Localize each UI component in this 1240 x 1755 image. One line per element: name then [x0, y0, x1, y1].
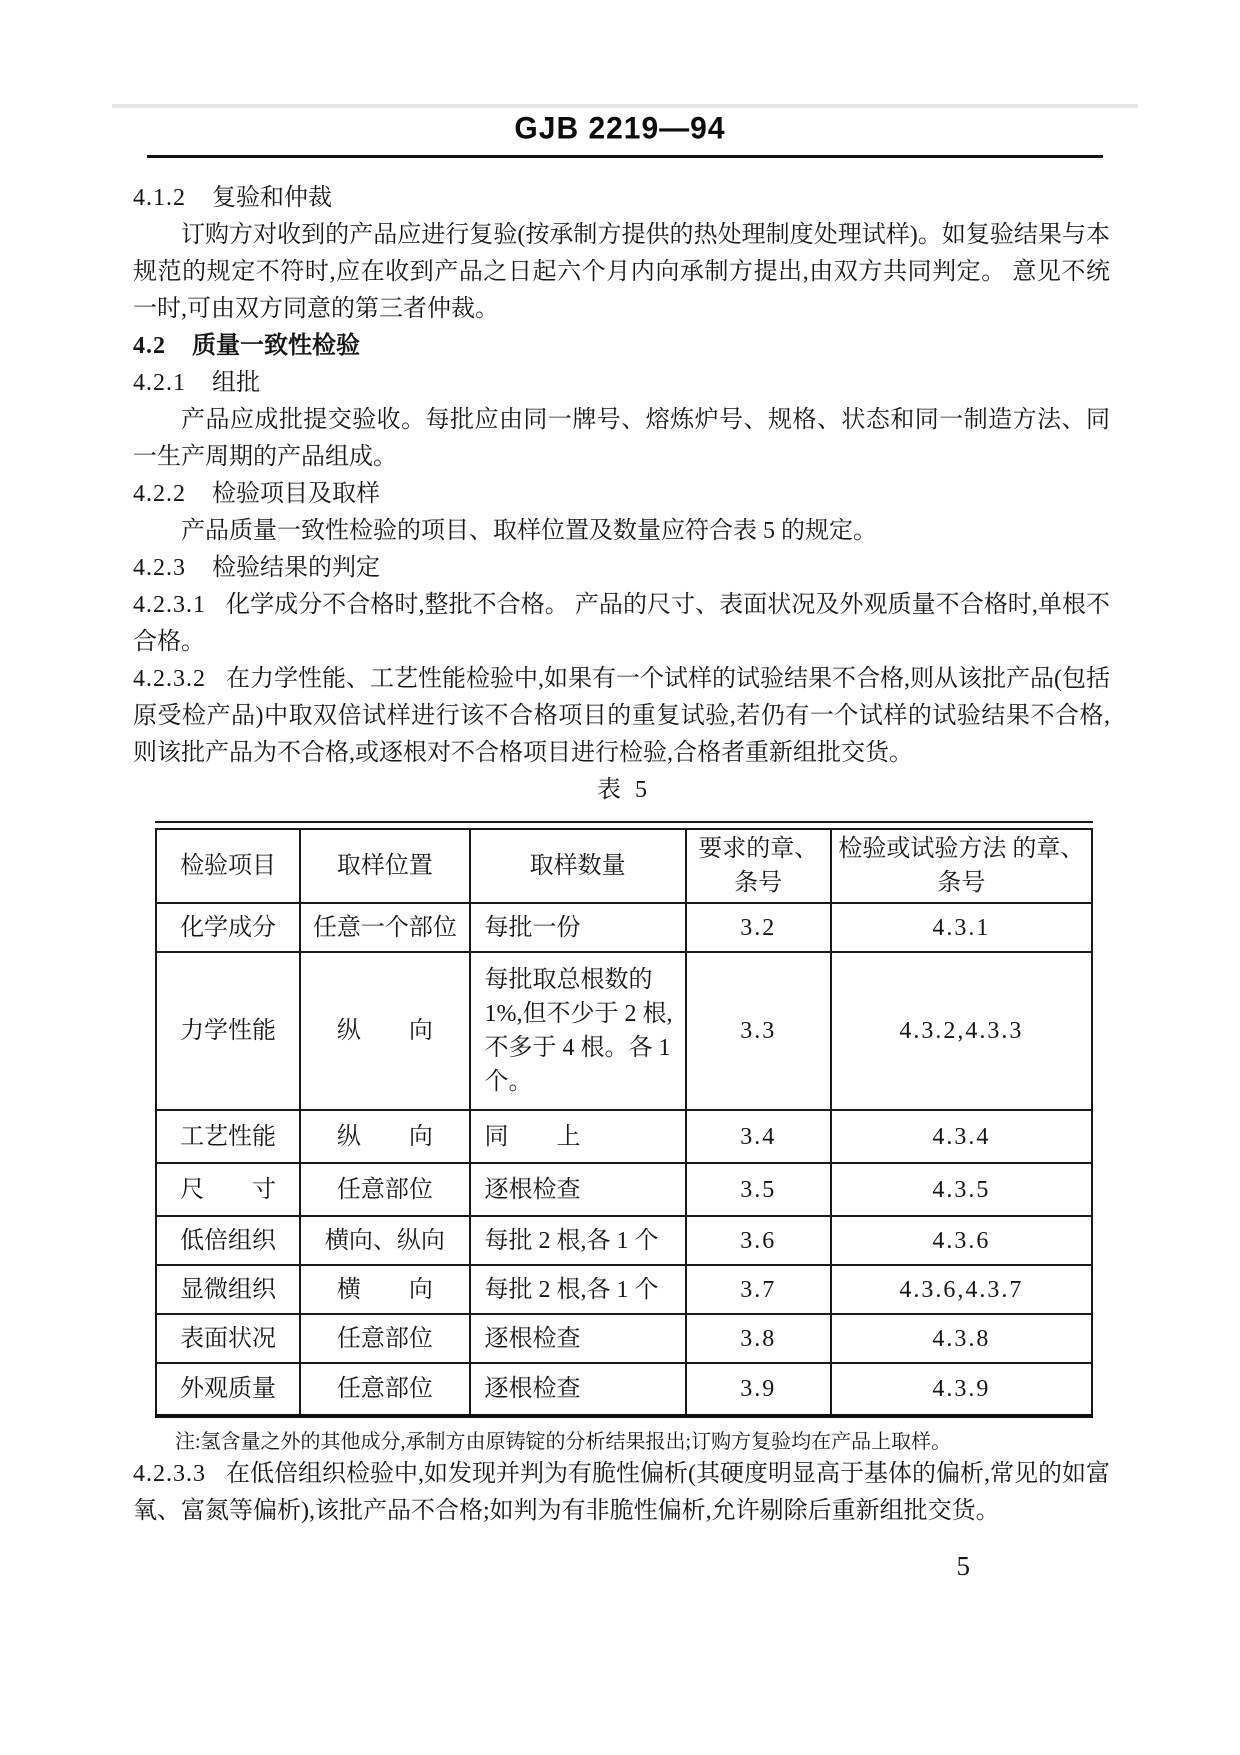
table-header-cell: 要求的章、条号: [686, 829, 831, 903]
table-cell: 力学性能: [156, 952, 300, 1110]
table-cell: 化学成分: [156, 903, 300, 952]
scan-artifact-band: [112, 104, 1138, 108]
paragraph: 订购方对收到的产品应进行复验(按承制方提供的热处理制度处理试样)。如复验结果与本规范的规定不符时,应在收到产品之日起六个月内向承制方提出,由双方共同判定。 意见不统一时,可由双方同意的第三者仲裁。: [133, 222, 1110, 322]
section-number: 4.2.2: [133, 481, 186, 507]
table-cell: 4.3.4: [831, 1110, 1092, 1163]
page-number: 5: [956, 1551, 970, 1581]
table-cell: 3.5: [686, 1163, 831, 1216]
table-row: [156, 1363, 1092, 1416]
table-cell: 每批取总根数的1%,但不少于 2 根,不多于 4 根。各 1 个。: [470, 952, 686, 1110]
section-number: 4.2.3: [133, 555, 186, 581]
table-cell: 任意部位: [300, 1314, 469, 1363]
paragraph: 产品应成批提交验收。每批应由同一牌号、熔炼炉号、规格、状态和同一制造方法、同一生产周期的产品组成。: [133, 407, 1110, 470]
table-cell: 外观质量: [156, 1363, 300, 1416]
table-cell: 3.6: [686, 1216, 831, 1265]
table-cell: 每批一份: [470, 903, 686, 952]
table-cell: 工艺性能: [156, 1110, 300, 1163]
table-row: [156, 1110, 1092, 1163]
table-cell: 4.3.9: [831, 1363, 1092, 1416]
table-cell: 横向、纵向: [300, 1216, 469, 1265]
table-header-cell: 检验项目: [156, 829, 300, 903]
table-cell: 任意部位: [300, 1163, 469, 1216]
table-cell: 3.2: [686, 903, 831, 952]
table-cell: 尺 寸: [156, 1163, 300, 1216]
table-cell: 逐根检查: [470, 1314, 686, 1363]
clause-number: 4.2.3.3: [133, 1461, 206, 1487]
table-cell: 横 向: [300, 1265, 469, 1314]
section-number: 4.2: [133, 333, 166, 359]
table-note: 注:氢含量之外的其他成分,承制方由原铸锭的分析结果报出;订购方复验均在产品上取样。: [175, 1431, 952, 1453]
section-heading-4-2-2: [133, 476, 1110, 513]
section-title: 复验和仲裁: [212, 185, 332, 211]
section-heading-4-2-3: [133, 550, 1110, 587]
table-row: [156, 1265, 1092, 1314]
table-cell: 3.7: [686, 1265, 831, 1314]
table-row: [156, 903, 1092, 952]
clause-number: 4.2.3.1: [133, 592, 206, 618]
table-cell: 每批 2 根,各 1 个: [470, 1265, 686, 1314]
table-cell: 每批 2 根,各 1 个: [470, 1216, 686, 1265]
table-cell: 3.3: [686, 952, 831, 1110]
standard-number: GJB 2219—94: [514, 111, 726, 146]
table-header-row: [156, 829, 1092, 903]
table-cell: 4.3.5: [831, 1163, 1092, 1216]
table-cell: 4.3.6,4.3.7: [831, 1265, 1092, 1314]
document-body: [0, 158, 1240, 1585]
section-title: 检验项目及取样: [212, 481, 380, 507]
table-cell: 3.4: [686, 1110, 831, 1163]
table-cell: 3.9: [686, 1363, 831, 1416]
table-row: [156, 952, 1092, 1110]
table-cell: 任意部位: [300, 1363, 469, 1416]
section-title: 检验结果的判定: [212, 555, 380, 581]
table-header-cell: 取样数量: [470, 829, 686, 903]
clause-text: 化学成分不合格时,整批不合格。 产品的尺寸、表面状况及外观质量不合格时,单根不合格。: [133, 592, 1110, 655]
section-heading-4-2-1: [133, 365, 1110, 402]
section-title: 组批: [212, 370, 260, 396]
table-row: [156, 1163, 1092, 1216]
section-title: 质量一致性检验: [192, 333, 360, 359]
table-5-wrapper: [155, 821, 1093, 1418]
section-number: 4.1.2: [133, 185, 186, 211]
paragraph: 产品质量一致性检验的项目、取样位置及数量应符合表 5 的规定。: [181, 518, 877, 544]
section-number: 4.2.1: [133, 370, 186, 396]
paragraph-4-2-3-3: [133, 1456, 1110, 1530]
clause-text: 在低倍组织检验中,如发现并判为有脆性偏析(其硬度明显高于基体的偏析,常见的如富氧、富氮等偏析),该批产品不合格;如判为有非脆性偏析,允许剔除后重新组批交货。: [133, 1461, 1110, 1524]
table-header-cell: 取样位置: [300, 829, 469, 903]
clause-number: 4.2.3.2: [133, 666, 206, 692]
section-heading-4-1-2: [133, 180, 1110, 217]
table-cell: 同 上: [470, 1110, 686, 1163]
table-cell: 任意一个部位: [300, 903, 469, 952]
table-cell: 逐根检查: [470, 1363, 686, 1416]
table-5: [155, 828, 1093, 1418]
table-cell: 低倍组织: [156, 1216, 300, 1265]
table-cell: 4.3.2,4.3.3: [831, 952, 1092, 1110]
table-cell: 显微组织: [156, 1265, 300, 1314]
table-row: [156, 1314, 1092, 1363]
table-cell: 4.3.1: [831, 903, 1092, 952]
paragraph-4-2-3-1: [133, 587, 1110, 661]
section-heading-4-2: [133, 328, 1110, 365]
table-header-cell: 检验或试验方法 的章、条号: [831, 829, 1092, 903]
table-cell: 纵 向: [300, 1110, 469, 1163]
table-caption: 表 5: [597, 777, 651, 803]
table-cell: 3.8: [686, 1314, 831, 1363]
clause-text: 在力学性能、工艺性能检验中,如果有一个试样的试验结果不合格,则从该批产品(包括原受检产品)中取双倍试样进行该不合格项目的重复试验,若仍有一个试样的试验结果不合格,则该批产品为不合格,或逐根对不合格项目进行检验,合格者重新组批交货。: [133, 666, 1110, 766]
table-cell: 纵 向: [300, 952, 469, 1110]
table-row: [156, 1216, 1092, 1265]
table-cell: 4.3.6: [831, 1216, 1092, 1265]
table-cell: 4.3.8: [831, 1314, 1092, 1363]
table-cell: 表面状况: [156, 1314, 300, 1363]
document-header: [0, 0, 1240, 146]
table-cell: 逐根检查: [470, 1163, 686, 1216]
paragraph-4-2-3-2: [133, 661, 1110, 772]
